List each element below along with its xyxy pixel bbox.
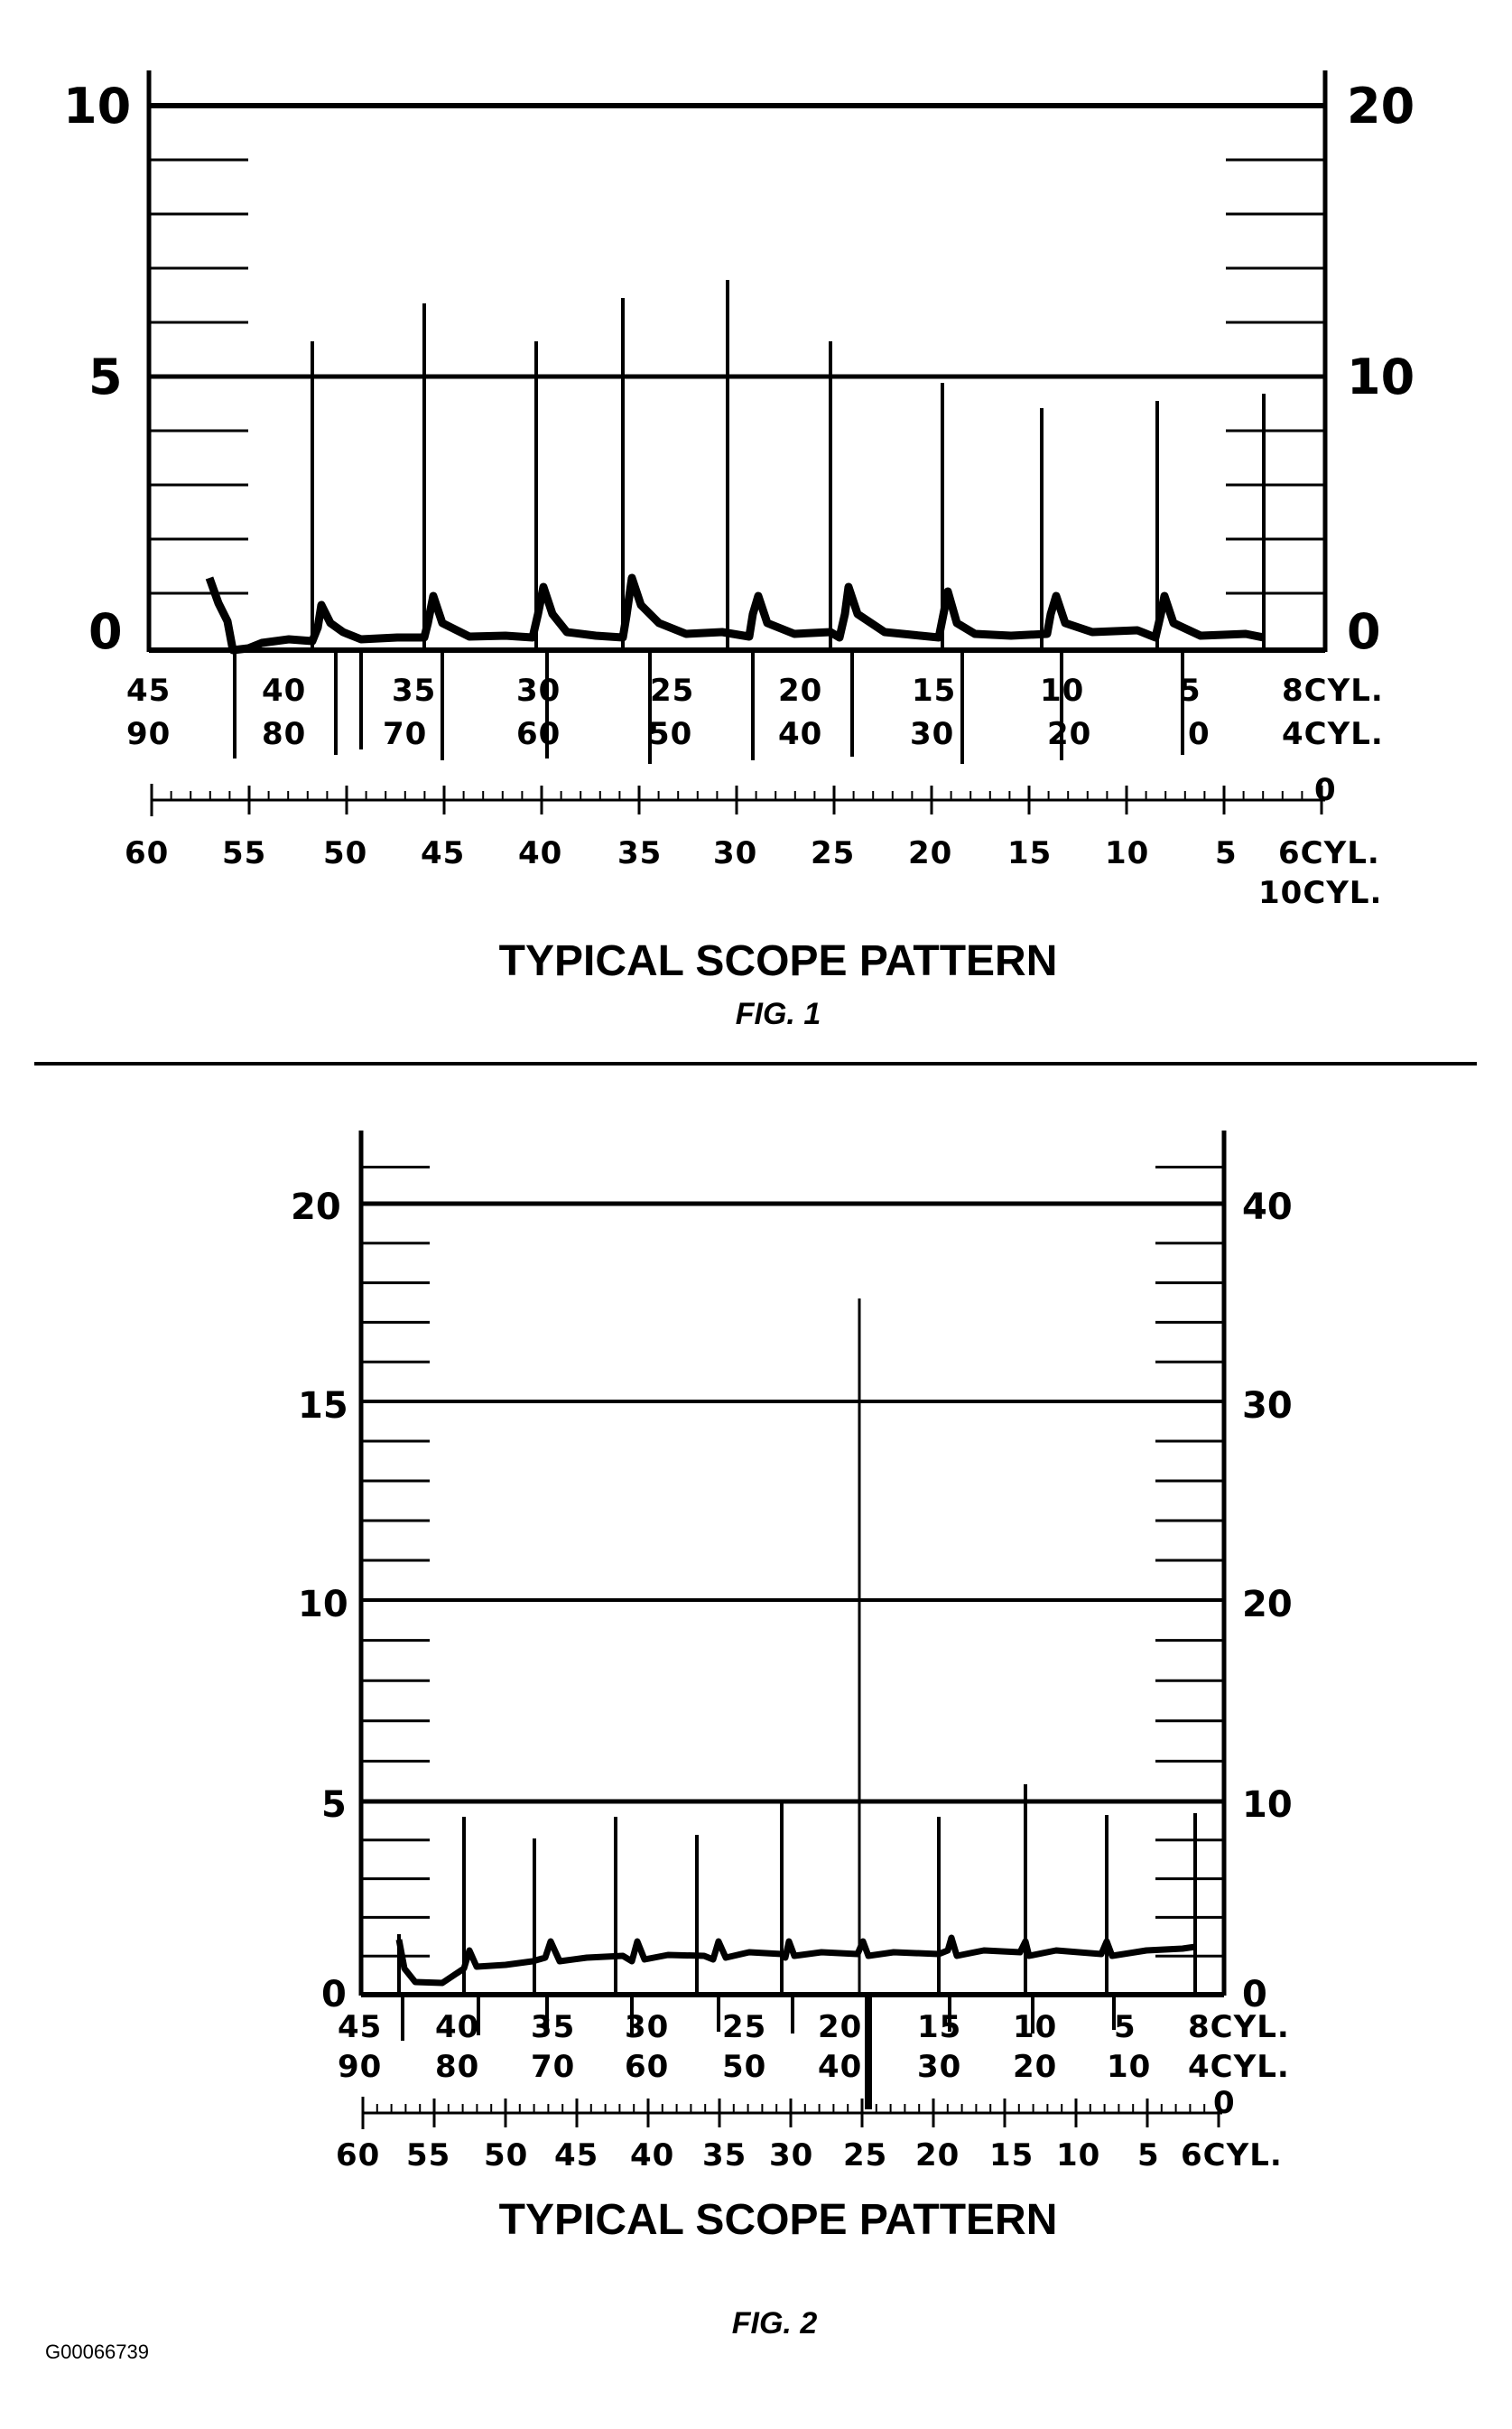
fig2-row2-label: 20 [1013,2049,1058,2085]
fig2-row3-label: 55 [406,2137,451,2173]
fig2-row1-label: 8CYL. [1188,2009,1290,2045]
fig2-row3-labels [336,2137,1283,2173]
fig1-waveform [209,280,1264,764]
fig1-right-10: 10 [1347,349,1415,405]
fig1-row3-label: 60 [125,835,170,871]
fig1-row3-label: 55 [222,835,267,871]
fig2-row1-label: 15 [917,2009,962,2045]
fig1-row2-label: 30 [910,716,955,752]
fig2-title: TYPICAL SCOPE PATTERN [498,2196,1058,2244]
fig2-left-10: 10 [298,1584,348,1625]
fig2-caption: FIG. 2 [731,2306,818,2341]
fig2-row3-label: 60 [336,2137,381,2173]
fig1-row1-labels [126,673,1384,709]
fig2-left-15: 15 [298,1385,348,1427]
fig2-row2-label: 30 [917,2049,962,2085]
fig2-row2-label: 50 [722,2049,767,2085]
fig1-row1-label: 8CYL. [1282,673,1384,709]
fig1-row1-label: 45 [126,673,172,709]
fig2-left-0: 0 [321,1974,347,2015]
fig2-row2-label: 90 [338,2049,383,2085]
fig1-row3-label: 45 [421,835,466,871]
fig2-row1-label: 10 [1013,2009,1058,2045]
fig2-row3-label: 50 [484,2137,529,2173]
fig2-row1-label: 40 [435,2009,480,2045]
fig1-row2-label: 20 [1047,716,1092,752]
fig1-left-10: 10 [63,78,132,135]
fig2-row2-label: 70 [531,2049,576,2085]
fig1-row2-label: 90 [126,716,172,752]
fig1-right-0: 0 [1347,603,1381,660]
image-code: G00066739 [45,2341,149,2363]
fig1-scope-grid [149,70,1325,652]
fig2-row2-labels [338,2049,1290,2085]
fig2-row3-label: 35 [702,2137,747,2173]
fig1-row2-label: 70 [383,716,428,752]
fig1-right-scale [1347,78,1415,660]
fig1-row3-label: 5 [1215,835,1238,871]
fig2-right-0: 0 [1242,1974,1267,2015]
fig1-row2-labels [126,716,1384,752]
fig1-ruler-end: 0 [1314,772,1337,808]
fig1-row1-label: 40 [262,673,307,709]
fig1-row2-label: 0 [1188,716,1211,752]
fig2-row3-label: 10 [1056,2137,1101,2173]
fig1-row3-label: 40 [518,835,563,871]
fig1-row2-label: 4CYL. [1282,716,1384,752]
fig2-row1-labels [338,2009,1290,2045]
fig2-row3-label: 45 [554,2137,599,2173]
fig2-row2-label: 10 [1107,2049,1152,2085]
fig1-row3-label: 30 [713,835,758,871]
fig2-row3-label: 40 [630,2137,675,2173]
fig2-row3-label: 5 [1137,2137,1160,2173]
fig1-row3-label: 6CYL. [1278,835,1380,871]
fig2-left-20: 20 [291,1187,341,1228]
fig2-ruler-end: 0 [1213,2085,1236,2121]
fig1-row1-label: 35 [392,673,437,709]
fig1-left-0: 0 [88,603,123,660]
fig2-row3-label: 15 [989,2137,1034,2173]
fig1-row3-labels [125,835,1380,871]
fig1-row3-label: 35 [617,835,663,871]
fig1-row3-label: 15 [1007,835,1053,871]
fig1-left-scale [63,78,131,660]
fig2-row3-label: 30 [769,2137,814,2173]
fig1-row3-label: 20 [908,835,953,871]
fig2-right-30: 30 [1242,1385,1293,1427]
fig2-row3-label: 6CYL. [1181,2137,1283,2173]
fig1-row1-label: 30 [516,673,561,709]
fig2-right-scale [1242,1187,1293,2015]
fig1-title: TYPICAL SCOPE PATTERN [498,937,1058,985]
fig1-row2-label: 60 [516,716,561,752]
fig2-row1-label: 20 [818,2009,863,2045]
fig2-row2-label: 40 [818,2049,863,2085]
fig2-left-scale [291,1187,348,2015]
fig1-row2-label: 50 [648,716,693,752]
fig2-row1-label: 45 [338,2009,383,2045]
fig1-row1-label: 10 [1040,673,1085,709]
fig2-row1-label: 35 [531,2009,576,2045]
fig2-row2-label: 4CYL. [1188,2049,1290,2085]
fig2-row3-label: 25 [843,2137,888,2173]
fig2-waveform [399,1298,1195,2109]
fig1-right-20: 20 [1347,78,1415,135]
fig1-row3-label: 10 [1105,835,1150,871]
fig1-row1-label: 15 [912,673,957,709]
fig1-row1-label: 5 [1179,673,1201,709]
fig2-row1-label: 30 [625,2009,670,2045]
fig2-row2-label: 60 [625,2049,670,2085]
fig1-row1-label: 25 [650,673,695,709]
fig2-row1-label: 25 [722,2009,767,2045]
fig2-right-20: 20 [1242,1584,1293,1625]
fig1-left-5: 5 [88,349,123,405]
fig2-right-40: 40 [1242,1187,1293,1228]
fig1-row1-label: 20 [778,673,823,709]
fig2-scope-grid [361,1131,1224,1996]
fig1-row2-label: 40 [778,716,823,752]
fig2-right-10: 10 [1242,1784,1293,1826]
fig1-row3-label: 25 [811,835,856,871]
fig2-row3-label: 20 [915,2137,960,2173]
fig2-row1-label: 5 [1114,2009,1136,2045]
fig1-row3-label: 50 [323,835,368,871]
fig1-row3-extra: 10CYL. [1258,875,1383,911]
fig1-row2-label: 80 [262,716,307,752]
fig1-caption: FIG. 1 [735,997,821,1031]
fig2-ruler [363,2097,1222,2129]
fig1-ruler [152,784,1325,816]
fig2-row2-label: 80 [435,2049,480,2085]
fig2-left-5: 5 [321,1784,347,1826]
